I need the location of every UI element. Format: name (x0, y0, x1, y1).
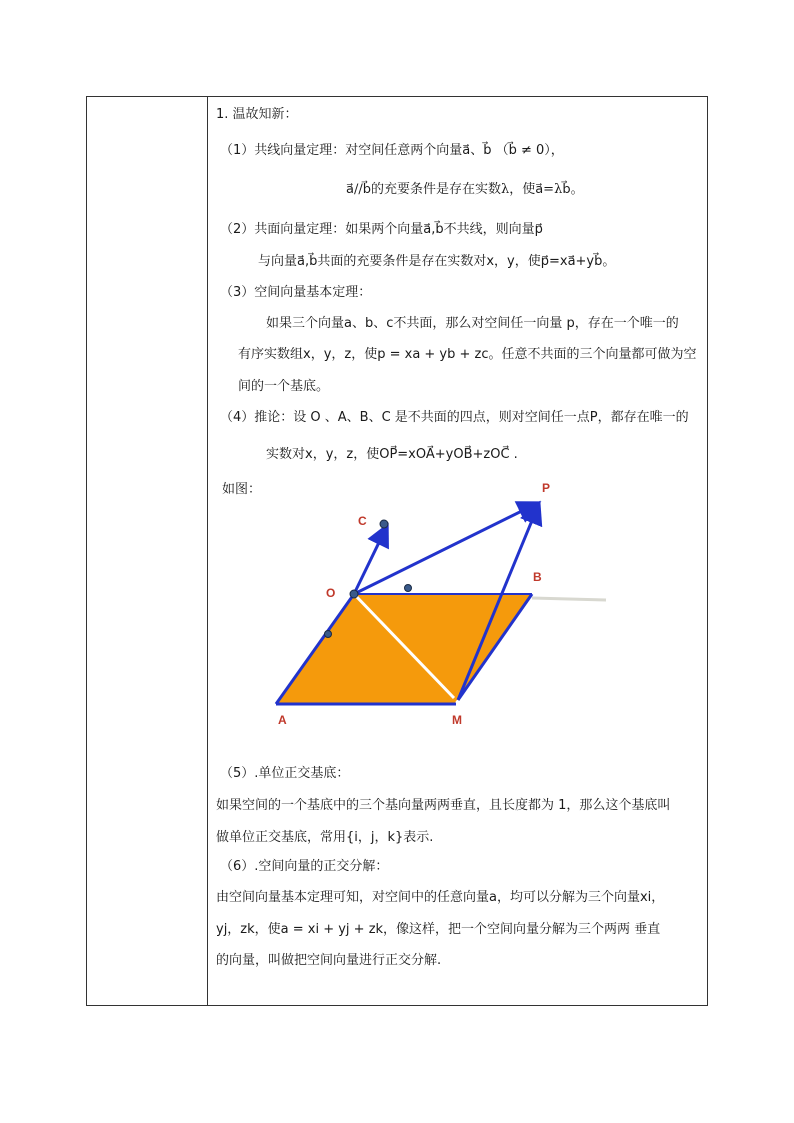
item-3-line4: 间的一个基底。 (238, 379, 330, 394)
item-4-line2: 实数对x，y，z，使OP⃗=xOA⃗+yOB⃗+zOC⃗ . (266, 447, 518, 462)
label-a: A (278, 713, 287, 727)
item-5-heading: （5）.单位正交基底： (220, 766, 350, 781)
vector-figure (266, 478, 626, 728)
item-2-line2: 与向量a⃗,b⃗共面的充要条件是存在实数对x，y，使p⃗=xa⃗+yb⃗。 (258, 254, 616, 269)
label-b: B (533, 570, 542, 584)
vector-oc (354, 528, 386, 594)
item-6-line1: 由空间向量基本定理可知，对空间中的任意向量a，均可以分解为三个向量xi， (216, 890, 665, 905)
point-extra-2 (325, 631, 332, 638)
section-title: 1. 温故知新： (216, 107, 298, 122)
point-c (380, 520, 388, 528)
item-1-line1: （1）共线向量定理：对空间任意两个向量a⃗、b⃗ （b⃗ ≠ 0）， (220, 143, 564, 158)
item-4-line1: （4）推论：设 O 、A、B、C 是不共面的四点，则对空间任一点P，都存在唯一的 (220, 410, 689, 425)
figure-caption: 如图： (222, 482, 262, 497)
item-6-line2: yj，zk，使a = xi + yj + zk，像这样，把一个空间向量分解为三个两两 垂直 (216, 922, 661, 937)
item-5-line2: 做单位正交基底，常用{i，j，k}表示. (216, 830, 434, 845)
item-3-line3: 有序实数组x，y，z，使p = xa + yb + zc。任意不共面的三个向量都可做为空 (238, 347, 697, 362)
item-6-heading: （6）.空间向量的正交分解： (220, 859, 389, 874)
label-p: P (542, 481, 551, 495)
point-o (350, 590, 358, 598)
label-o: O (326, 586, 336, 600)
point-extra-1 (405, 585, 412, 592)
item-2-line1: （2）共面向量定理：如果两个向量a⃗,b⃗不共线，则向量p⃗ (220, 222, 543, 237)
item-3-line1: （3）空间向量基本定理： (220, 285, 372, 300)
item-1-line2: a⃗//b⃗的充要条件是存在实数λ，使a⃗=λb⃗。 (346, 182, 584, 197)
item-5-line1: 如果空间的一个基底中的三个基向量两两垂直，且长度都为 1，那么这个基底叫 (216, 798, 671, 813)
column-divider (207, 96, 208, 1006)
label-m: M (452, 713, 462, 727)
label-c: C (358, 514, 367, 528)
item-6-line3: 的向量，叫做把空间向量进行正交分解. (216, 953, 442, 968)
item-3-line2: 如果三个向量a、b、c不共面，那么对空间任一向量 p，存在一个唯一的 (266, 316, 679, 331)
axis-ray (532, 598, 606, 600)
